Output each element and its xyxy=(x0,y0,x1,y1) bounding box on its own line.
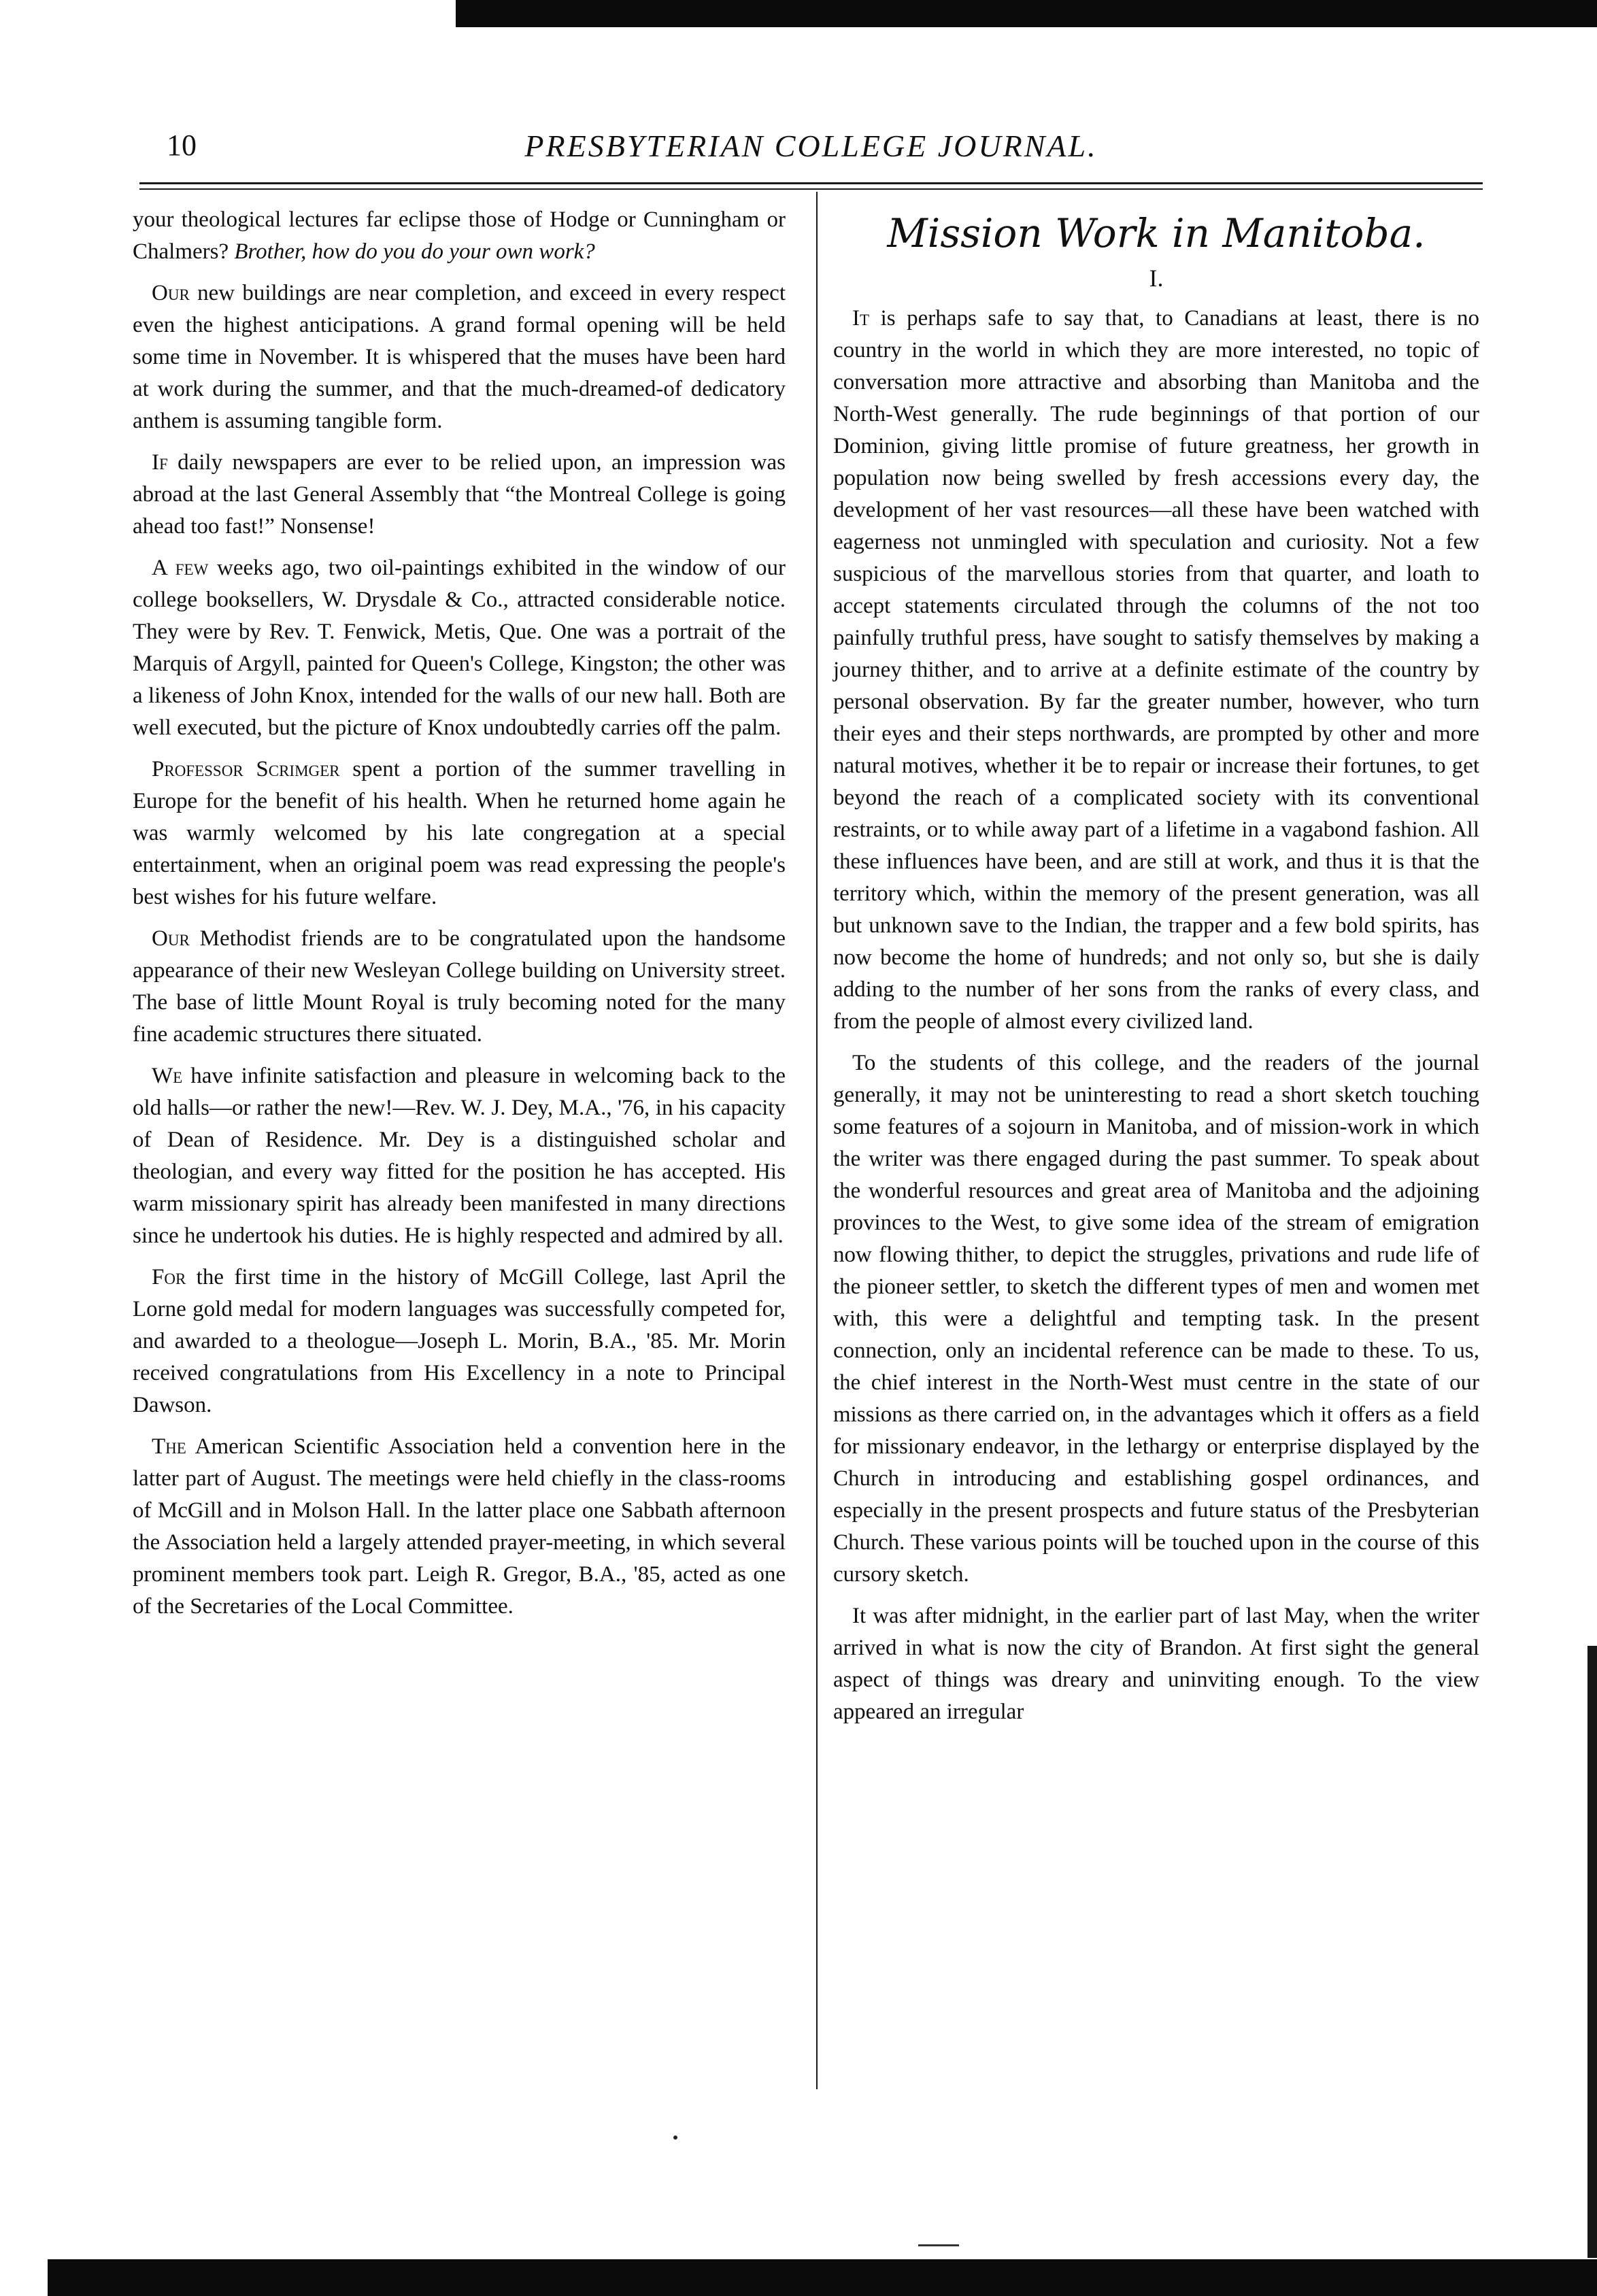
paragraph-lead: For xyxy=(152,1265,186,1289)
paragraph-lead: We xyxy=(152,1064,183,1088)
paragraph-text: is perhaps safe to say that, to Canadians at least, there is no country in the world in which they are more interested, no topic of conversation more attractive and absorbing than Manitoba and the North-West generally. The rude beginnings of that portion of our Dominion, giving little promise of future greatness, her growth in population now being swelled by fresh accessions every day, the development of her vast resources—all these have been watched with eagerness not unmingled with speculation and curiosity. Not a few suspicious of the marvellous stories from that quarter, and loath to accept statements circulated through the columns of the not too painfully truthful press, have sought to satisfy themselves by making a journey thither, and to arrive at a definite estimate of the country by personal observation. By far the greater number, however, who turn their eyes and their steps northwards, are prompted by other and more natural motives, whether it be to repair or increase their fortunes, to get beyond the reach of a complicated society with its conventional restraints, or to while away part of a lifetime in a vagabond fashion. All these influences have been, and are still at work, and thus it is that the territory which, within the memory of the present generation, was all but unknown save to the Indian, the trapper and a few bold spirits, has now become the home of hundreds; and not only so, but she is daily adding to the number of her sons from the ranks of every class, and from the people of almost every civilized land. xyxy=(833,306,1479,1034)
paragraph-text: have infinite satisfaction and pleasure in welcoming back to the old halls—or rather the new!—Rev. W. J. Dey, M.A., '76, in his capacity of Dean of Residence. Mr. Dey is a distinguished scholar and theologian, and every way fitted for the position he has accepted. His warm missionary spirit has already been manifested in many directions since he undertook his duties. He is highly respected and admired by all. xyxy=(133,1064,786,1248)
article-part-number: I. xyxy=(1149,265,1164,292)
running-head: PRESBYTERIAN COLLEGE JOURNAL. xyxy=(524,129,1098,163)
header-rule xyxy=(139,182,1483,184)
paragraph-italic: Brother, how do you do your own work? xyxy=(234,239,595,264)
scan-edge-right xyxy=(1587,1646,1597,2258)
paragraph-text: American Scientific Association held a convention here in the latter part of August. The meetings were held chiefly in the class-rooms of McGill and in Molson Hall. In the latter place one Sabbath afternoon the Association held a largely attended prayer-meeting, in which several prominent members took part. Leigh R. Gregor, B.A., '85, acted as one of the Secretaries of the Local Committee. xyxy=(133,1434,786,1619)
paragraph xyxy=(133,1262,786,1421)
paragraph-text: the first time in the history of McGill College, last April the Lorne gold medal for modern languages was successfully competed for, and awarded to a theologue—Joseph L. Morin, B.A., '85. Mr. Morin received congratulations from His Excellency in a note to Principal Dawson. xyxy=(133,1265,786,1417)
paragraph-lead: The xyxy=(152,1434,186,1459)
paragraph-text: Methodist friends are to be congratulated upon the handsome appearance of their new Wesleyan College building on University street. The base of little Mount Royal is truly becoming noted for the many fine academic structures there situated. xyxy=(133,926,786,1047)
paragraph xyxy=(133,754,786,913)
header-rule-thin xyxy=(139,188,1483,190)
paragraph xyxy=(133,1431,786,1623)
page-number: 10 xyxy=(167,129,197,162)
left-column xyxy=(133,204,786,1632)
column-divider xyxy=(816,192,818,2089)
paragraph-text: spent a portion of the summer travelling in Europe for the benefit of his health. When he returned home again he was warmly welcomed by his late congregation at a special entertainment, when an original poem was read expressing the people's best wishes for his future welfare. xyxy=(133,757,786,909)
scan-speck xyxy=(673,2135,677,2140)
page-header xyxy=(139,128,1483,175)
paragraph-text: your theological lectures far eclipse those of Hodge or Cunningham or Chalmers? xyxy=(133,207,786,264)
paragraph xyxy=(133,923,786,1051)
paragraph xyxy=(133,277,786,437)
paragraph-text: new buildings are near completion, and exceed in every respect even the highest anticipations. A grand formal opening will be held some time in November. It is whispered that the muses have been hard at work during the summer, and that the much-dreamed-of dedicatory anthem is assuming tangible form. xyxy=(133,281,786,433)
paragraph-lead: Our xyxy=(152,281,190,305)
paragraph-text: weeks ago, two oil-paintings exhibited in the window of our college booksellers, W. Drysdale & Co., attracted considerable notice. They were by Rev. T. Fenwick, Metis, Que. One was a portrait of the Marquis of Argyll, painted for Queen's College, Kingston; the other was a likeness of John Knox, intended for the walls of our new hall. Both are well executed, but the picture of Knox undoubtedly carries off the palm. xyxy=(133,556,786,740)
paragraph xyxy=(133,552,786,744)
scan-speck xyxy=(918,2244,959,2246)
paragraph: To the students of this college, and the readers of the journal generally, it may not be uninteresting to read a short sketch touching some features of a sojourn in Manitoba, and of mission-work in which the writer was there engaged during the past summer. To speak about the wonderful resources and great area of Manitoba and the adjoining provinces to the West, to give some idea of the stream of emigration now flowing thither, to depict the struggles, privations and rude life of the pioneer settler, to sketch the different types of men and women met with, this were a delightful and tempting task. In the present connection, only an incidental reference can be made to these. To us, the chief interest in the North-West must centre in the state of our missions as there carried on, in the advantages which it offers as a field for missionary endeavor, in the lethargy or enterprise displayed by the Church in introducing and establishing gospel ordinances, and especially in the present prospects and future status of the Presbyterian Church. These various points will be touched upon in the course of this cursory sketch. xyxy=(833,1051,1479,1587)
paragraph-lead: A few xyxy=(152,556,209,580)
paragraph xyxy=(133,204,786,268)
scan-edge-top xyxy=(456,0,1597,27)
paragraph-lead: Our xyxy=(152,926,190,951)
paragraph-lead: If xyxy=(152,450,168,475)
paragraph-lead: Professor Scrimger xyxy=(152,757,340,781)
paragraph xyxy=(833,303,1479,1038)
paragraph: It was after midnight, in the earlier part of last May, when the writer arrived in what is now the city of Brandon. At first sight the general aspect of things was dreary and uninviting enough. To the view appeared an irregular xyxy=(833,1604,1479,1724)
paragraph-text: daily newspapers are ever to be relied upon, an impression was abroad at the last General Assembly that “the Montreal College is going ahead too fast!” Nonsense! xyxy=(133,450,786,539)
paragraph xyxy=(133,447,786,543)
article-title: Mission Work in Manitoba. xyxy=(887,210,1426,256)
right-column xyxy=(833,204,1479,1738)
paragraph xyxy=(133,1060,786,1252)
scan-edge-bottom xyxy=(48,2259,1597,2296)
paragraph-lead: It xyxy=(852,306,870,331)
